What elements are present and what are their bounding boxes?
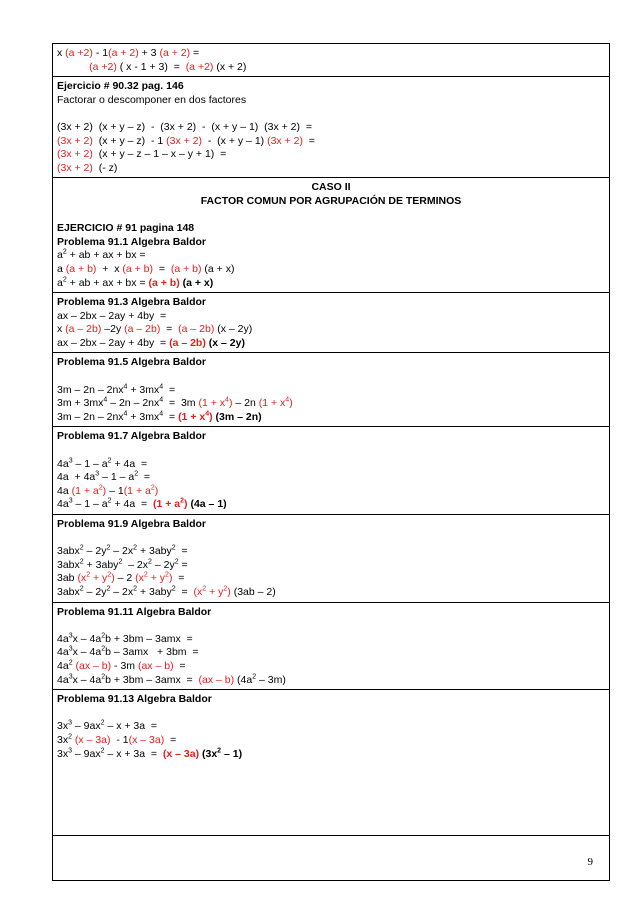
text-segment: + x (96, 262, 123, 275)
exponent: 3 (68, 457, 73, 465)
text-segment: – 2y (83, 545, 107, 558)
text-segment: x – 4a (72, 646, 102, 659)
highlighted-factor: (3x + 2) (267, 134, 303, 147)
text-segment: b + 3bm – 3amx = (105, 673, 199, 686)
highlighted-factor: (ax – b) (137, 659, 174, 672)
exponent: 2 (98, 484, 103, 492)
exponent: 2 (101, 673, 106, 681)
text-segment: ax – 2bx – 2ay + 4by = (57, 336, 170, 349)
text-segment: 3abx (57, 558, 80, 571)
exponent: 2 (143, 571, 148, 579)
text-segment: 4a (57, 457, 69, 470)
content-bottom-rule (52, 835, 610, 836)
blank-line (57, 209, 605, 223)
exponent: 4 (285, 396, 290, 404)
text-segment: – 2 (114, 572, 136, 585)
text-line (57, 310, 605, 324)
text-segment: 4a (57, 659, 69, 672)
exponent: 2 (133, 544, 138, 552)
exponent: 4 (159, 396, 164, 404)
text-segment: 3abx (57, 585, 80, 598)
text-line (57, 47, 605, 61)
text-line (57, 222, 605, 236)
text-line (57, 384, 605, 398)
highlighted-factor: ) (111, 572, 115, 585)
text-segment: 4a + 4a (57, 471, 96, 484)
text-line (57, 296, 605, 310)
exponent: 2 (62, 248, 67, 256)
exponent: 2 (79, 558, 84, 566)
exercise-section (52, 514, 609, 602)
highlighted-factor: (x (193, 585, 203, 598)
text-segment: Factorar o descomponer en dos factores (57, 93, 247, 106)
text-segment: CASO II (311, 181, 351, 194)
text-segment: = (175, 545, 188, 558)
exercise-section (52, 292, 609, 352)
text-segment: x (57, 323, 66, 336)
text-segment: + ab + ax + bx = (66, 249, 146, 262)
text-segment: (x + y – z) - 1 (92, 134, 167, 147)
text-segment: – 2n – 2nx (107, 397, 160, 410)
text-segment: x (57, 47, 66, 59)
text-line (57, 236, 605, 250)
text-line (57, 80, 605, 94)
highlighted-factor: ) (184, 498, 188, 511)
highlighted-factor: ) (154, 484, 159, 497)
highlighted-factor: (1 + x (258, 397, 286, 410)
text-line (57, 135, 605, 149)
text-segment: b + 3bm – 3amx = (105, 632, 193, 645)
exponent: 2 (101, 645, 106, 653)
text-segment: – 2y (83, 585, 107, 598)
text-line (57, 411, 605, 425)
text-line (57, 181, 605, 195)
text-segment: – x + 3a = (104, 747, 163, 760)
text-segment: 4a (57, 498, 69, 511)
text-segment: – 2x (110, 545, 134, 558)
text-line (57, 674, 605, 688)
text-line (57, 61, 605, 75)
text-line (57, 277, 605, 291)
text-segment: ( x - 1 + 3) = (116, 60, 186, 73)
text-segment: – 1 – a (72, 457, 108, 470)
highlighted-factor: (x (77, 572, 87, 585)
text-line (57, 720, 605, 734)
highlighted-factor: (a – 2b) (169, 336, 206, 349)
text-line (57, 498, 605, 512)
highlighted-factor: (a +2) (185, 60, 214, 73)
text-line (57, 734, 605, 748)
text-segment: (x – 2y) (214, 323, 253, 336)
text-segment: 3m + 3mx (57, 397, 104, 410)
highlighted-factor: (1 + x (198, 397, 226, 410)
text-line (57, 121, 605, 135)
text-segment: EJERCICIO # 91 pagina 148 (57, 222, 195, 235)
exponent: 2 (133, 585, 138, 593)
text-segment: = (153, 262, 171, 275)
exponent: 3 (68, 747, 72, 754)
highlighted-factor: + y (206, 585, 224, 598)
exponent: 2 (86, 571, 91, 579)
exponent: 4 (159, 383, 164, 391)
exponent: 2 (107, 457, 112, 465)
exponent: 2 (171, 585, 176, 593)
text-segment: + 3mx (127, 383, 160, 396)
highlighted-factor: (a + b) (65, 262, 97, 275)
text-line (57, 572, 605, 586)
text-segment: ax – 2bx – 2ay + 4by = (57, 309, 167, 322)
text-segment: – 1 (106, 484, 124, 497)
exponent: 3 (68, 673, 73, 681)
text-segment: + 3aby (137, 585, 172, 598)
exponent: 2 (68, 733, 72, 741)
text-segment: – 2x (110, 585, 134, 598)
text-line (57, 430, 605, 444)
text-segment: (a + x) (179, 276, 214, 289)
exercise-section (52, 426, 609, 514)
text-segment: a (57, 276, 63, 289)
text-line (57, 94, 605, 108)
text-segment: - (x + y – 1) (202, 134, 268, 147)
document-page (52, 43, 609, 763)
highlighted-factor: (ax – b) (75, 659, 112, 672)
text-segment: = 3m (163, 397, 199, 410)
text-segment: - 3m (111, 659, 138, 672)
exponent: 2 (217, 747, 222, 754)
exponent: 2 (79, 544, 84, 552)
highlighted-factor: (a – 2b) (178, 323, 215, 336)
highlighted-factor: + y (147, 572, 166, 585)
exponent: 3 (68, 645, 73, 653)
text-segment: (3x (199, 747, 218, 760)
exponent: 2 (165, 571, 169, 579)
text-segment: Problema 91.5 Algebra Baldor (57, 356, 206, 369)
text-segment: (4a (234, 673, 253, 686)
text-segment: (x – 2y) (205, 336, 245, 349)
text-segment: – 9ax (72, 747, 101, 760)
exponent: 2 (171, 544, 176, 552)
exercise-section (52, 352, 609, 426)
text-line (57, 545, 605, 559)
exponent: 2 (107, 571, 112, 579)
exponent: 2 (62, 276, 67, 283)
highlighted-factor: (x – 3a) (74, 733, 111, 746)
highlighted-factor: ) (168, 572, 173, 585)
exponent: 4 (225, 396, 229, 404)
text-segment: Problema 91.7 Algebra Baldor (57, 430, 206, 443)
text-segment: 4a (57, 673, 69, 686)
text-line (57, 337, 605, 351)
text-segment: b – 3amx + 3bm = (105, 646, 199, 659)
exponent: 2 (202, 585, 207, 593)
highlighted-factor: ) (209, 410, 213, 423)
text-segment: – 3m) (256, 673, 286, 686)
exponent: 3 (68, 632, 73, 640)
exponent: 2 (174, 558, 179, 566)
exponent: 4 (123, 383, 128, 391)
text-segment: 4a (57, 646, 69, 659)
blank-line (57, 707, 605, 721)
text-segment: x – 4a (72, 632, 102, 645)
text-segment: – 1 – a (72, 498, 108, 511)
exercise-section (52, 689, 609, 763)
exponent: 4 (159, 410, 164, 418)
text-segment: – 2y (151, 558, 175, 571)
exponent: 4 (205, 410, 210, 418)
text-segment: = (178, 558, 188, 571)
exponent: 2 (252, 673, 257, 681)
highlighted-factor: (3x + 2) (57, 161, 93, 174)
text-line (57, 485, 605, 499)
text-line (57, 397, 605, 411)
highlighted-factor: (1 + x (178, 410, 206, 423)
highlighted-factor: (3x + 2) (57, 134, 93, 147)
blank-line (57, 444, 605, 458)
text-segment: - 1 (92, 47, 109, 59)
highlighted-factor: (a + 2) (159, 47, 191, 59)
text-line (57, 646, 605, 660)
text-segment: – 9ax (72, 720, 101, 733)
highlighted-factor: (a +2) (89, 60, 117, 73)
highlighted-factor: (a +2) (65, 47, 93, 59)
exponent: 2 (79, 585, 84, 593)
exponent: 4 (103, 396, 108, 404)
text-segment: x – 4a (72, 673, 102, 686)
text-segment: + 4a = (111, 457, 148, 470)
highlighted-factor: (a + b) (122, 262, 154, 275)
text-segment: –2y (101, 323, 125, 336)
text-segment: = (172, 572, 185, 585)
text-segment: Ejercicio # 90.32 pag. 146 (57, 80, 184, 93)
text-segment: = (160, 323, 179, 336)
text-segment: (3ab – 2) (230, 585, 276, 598)
text-segment: (- z) (92, 161, 118, 174)
blank-line (57, 619, 605, 633)
exercise-section (52, 76, 609, 177)
exponent: 2 (134, 470, 139, 478)
text-line (57, 518, 605, 532)
text-segment: 3m – 2n – 2nx (57, 383, 124, 396)
text-segment: FACTOR COMUN POR AGRUPACIÓN DE TERMINOS (200, 194, 462, 207)
text-segment: Problema 91.13 Algebra Baldor (57, 693, 212, 706)
exponent: 2 (106, 544, 111, 552)
text-segment: = (164, 733, 177, 746)
exponent: 3 (68, 497, 73, 505)
text-segment: + 3aby (83, 558, 119, 571)
highlighted-factor: (1 + a (71, 484, 99, 497)
text-segment: a (57, 262, 66, 275)
text-segment: Problema 91.1 Algebra Baldor (57, 235, 206, 248)
exercise-section (52, 177, 609, 292)
text-line (57, 195, 605, 209)
highlighted-factor: (a – 2b) (65, 323, 102, 336)
text-segment: (x + 2) (213, 60, 247, 73)
text-segment: (x + y – z – 1 – x – y + 1) = (92, 148, 227, 161)
text-segment (57, 61, 89, 73)
text-line (57, 162, 605, 176)
text-segment: + 3 (138, 47, 160, 59)
exercise-section (52, 43, 609, 76)
exponent: 2 (180, 497, 185, 505)
text-line (57, 693, 605, 707)
exponent: 2 (68, 659, 73, 667)
text-segment: – 2x (122, 558, 149, 571)
text-line (57, 748, 605, 762)
text-line (57, 633, 605, 647)
highlighted-factor: (x – 3a) (128, 733, 165, 746)
text-segment: 3ab (57, 572, 78, 585)
text-segment: (4a – 1) (187, 498, 227, 511)
text-line (57, 323, 605, 337)
text-segment: 3x (57, 733, 69, 746)
exponent: 3 (95, 470, 100, 478)
highlighted-factor: (3x + 2) (57, 148, 93, 161)
text-line (57, 356, 605, 370)
text-line (57, 471, 605, 485)
highlighted-factor: (1 + a (152, 498, 181, 511)
text-segment: 3abx (57, 545, 80, 558)
text-segment: = (163, 383, 176, 396)
text-segment: Problema 91.3 Algebra Baldor (57, 296, 206, 309)
text-segment: + 3mx (127, 410, 160, 423)
highlighted-factor: (x – 3a) (162, 747, 200, 760)
exponent: 2 (150, 484, 155, 492)
text-line (57, 586, 605, 600)
blank-line (57, 370, 605, 384)
text-segment: + ab + ax + bx = (66, 276, 149, 289)
text-segment: – x + 3a = (104, 720, 158, 733)
text-segment: 4a (57, 632, 69, 645)
text-segment: + 3aby (137, 545, 172, 558)
text-segment: 3m – 2n – 2nx (57, 410, 124, 423)
blank-line (57, 532, 605, 546)
exponent: 2 (106, 585, 111, 593)
text-segment: – 1 – a (99, 471, 135, 484)
text-segment: Problema 91.9 Algebra Baldor (57, 518, 206, 530)
exponent: 2 (118, 558, 123, 566)
exponent: 2 (100, 747, 105, 754)
text-line (57, 249, 605, 263)
highlighted-factor: (ax – b) (198, 673, 235, 686)
text-segment: Problema 91.11 Algebra Baldor (57, 605, 212, 618)
text-segment: = (163, 410, 179, 423)
page-number: 9 (587, 856, 593, 868)
text-segment: 3x (57, 720, 69, 733)
text-line (57, 458, 605, 472)
text-segment: = (173, 659, 186, 672)
text-line (57, 263, 605, 277)
exercise-section (52, 602, 609, 690)
text-segment: – 2n (232, 397, 259, 410)
exponent: 2 (223, 585, 228, 593)
text-line (57, 559, 605, 573)
text-segment: = (302, 134, 315, 147)
highlighted-factor: (1 + a (123, 484, 151, 497)
exponent: 2 (100, 719, 105, 727)
exponent: 3 (68, 719, 72, 727)
text-segment: = (175, 585, 194, 598)
blank-line (57, 107, 605, 121)
highlighted-factor: ) (227, 585, 231, 598)
text-segment: + 4a = (111, 498, 153, 511)
text-segment: 4a (57, 484, 72, 497)
text-segment: (3x + 2) (x + y – z) - (3x + 2) - (x + y – 1) (3x + 2) = (57, 120, 312, 133)
page-bottom-rule (52, 880, 610, 881)
exponent: 4 (123, 410, 128, 418)
text-segment: – 1) (221, 747, 243, 760)
highlighted-factor: (x (135, 572, 144, 585)
text-segment: (a + x) (201, 262, 235, 275)
highlighted-factor: ) (289, 397, 293, 410)
highlighted-factor: (a + b) (170, 262, 202, 275)
text-segment: = (190, 47, 200, 59)
text-line (57, 606, 605, 620)
exponent: 2 (107, 497, 112, 505)
exponent: 2 (148, 558, 152, 566)
text-segment: = (138, 471, 151, 484)
highlighted-factor: (a + 2) (108, 47, 139, 59)
exponent: 2 (101, 632, 106, 640)
page-frame-right (609, 43, 610, 881)
highlighted-factor: (3x + 2) (166, 134, 203, 147)
highlighted-factor: ) (228, 397, 233, 410)
highlighted-factor: (a – 2b) (124, 323, 161, 336)
highlighted-factor: ) (102, 484, 107, 497)
highlighted-factor: + y (90, 572, 108, 585)
text-segment: a (57, 249, 63, 262)
text-line (57, 148, 605, 162)
text-segment: (3m – 2n) (212, 410, 262, 423)
text-segment: 3x (57, 747, 69, 760)
highlighted-factor: (a + b) (148, 276, 180, 289)
text-segment: - 1 (110, 733, 129, 746)
text-line (57, 660, 605, 674)
